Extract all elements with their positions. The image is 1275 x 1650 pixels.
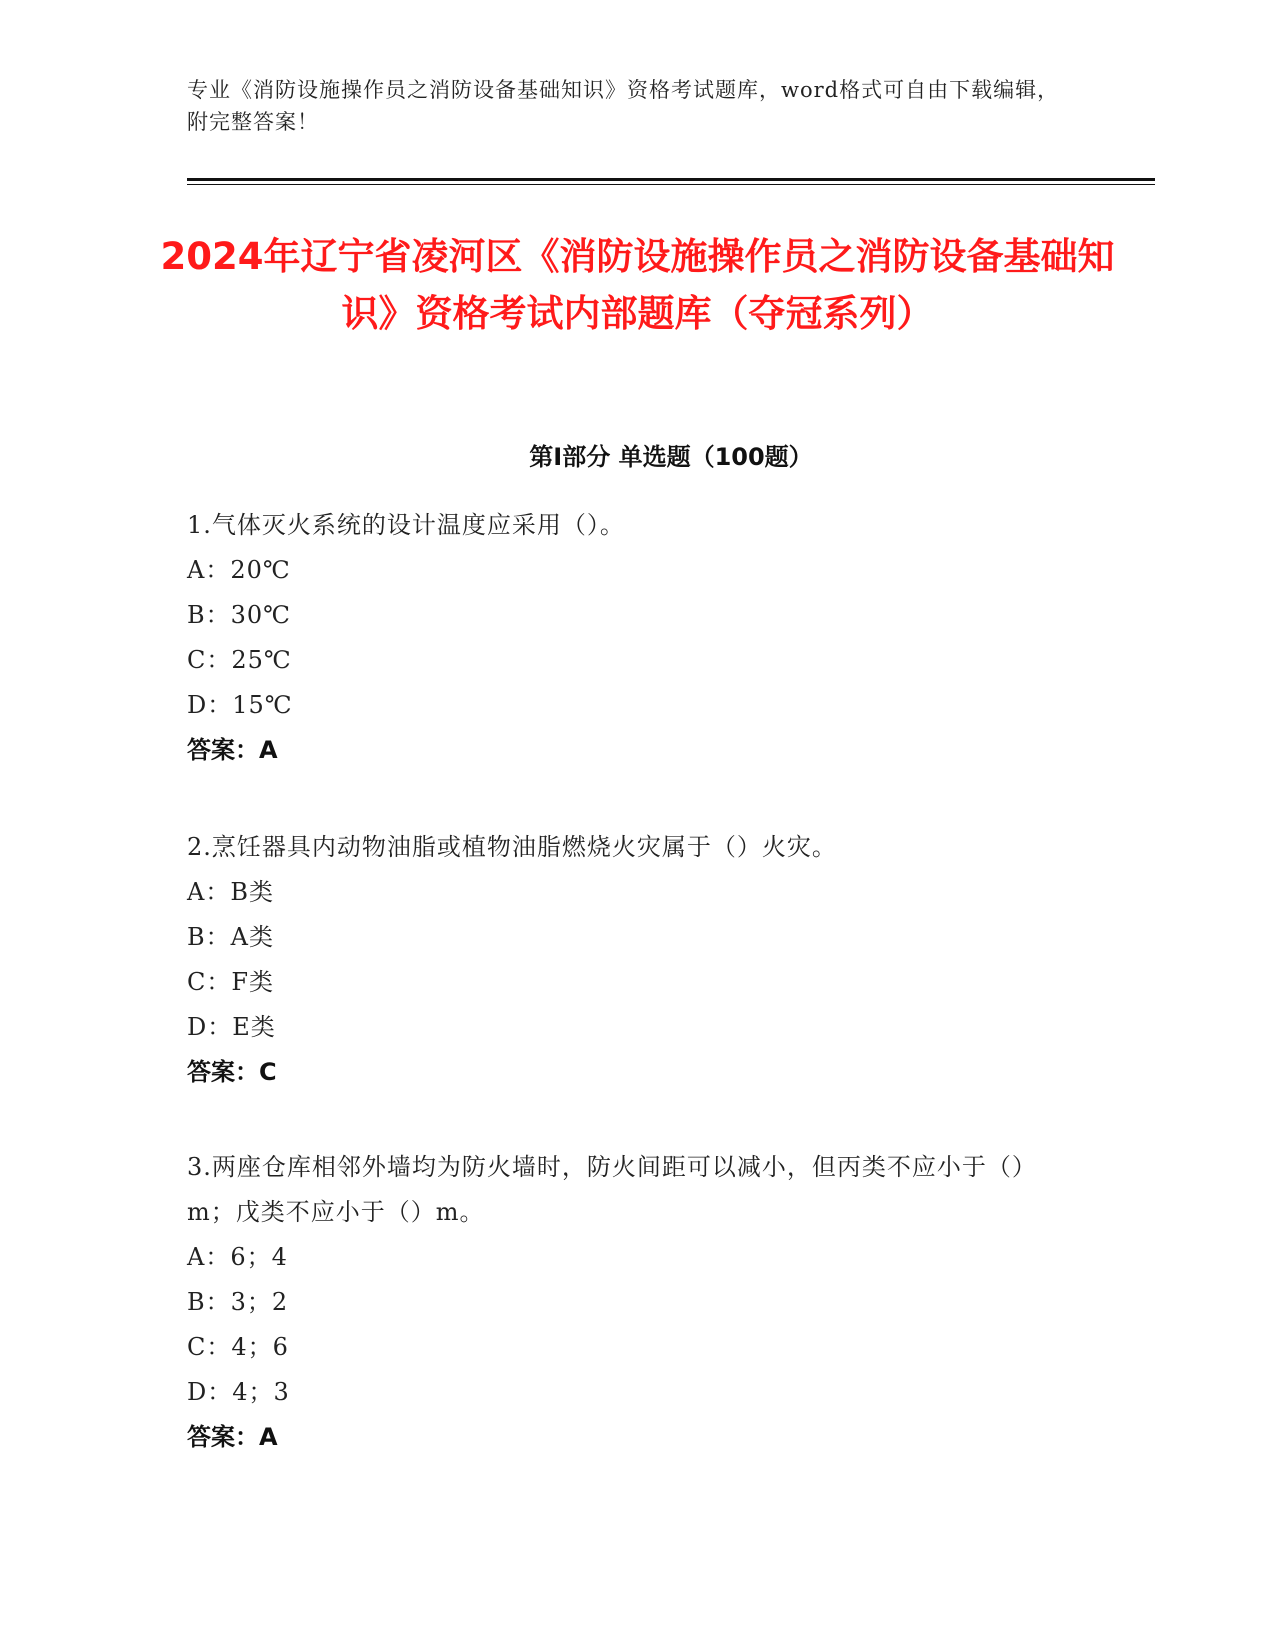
header-rule-thin [187, 184, 1155, 185]
option-c: C：4；6 [187, 1333, 289, 1361]
answer: 答案：A [187, 736, 278, 764]
option-b: B：3；2 [187, 1288, 289, 1316]
option-d: D：E类 [187, 1013, 276, 1041]
option-b: B：A类 [187, 923, 274, 951]
option-a: A：20℃ [187, 556, 291, 584]
header-note: 专业《消防设施操作员之消防设备基础知识》资格考试题库，word格式可自由下载编辑，附完整答案！ [187, 78, 1060, 134]
option-d: D：4；3 [187, 1378, 290, 1406]
option-d: D：15℃ [187, 691, 293, 719]
section-heading: 第Ⅰ部分 单选题（100题） [529, 443, 813, 471]
question-2 [187, 825, 1067, 1095]
question-stem: 1.气体灭火系统的设计温度应采用（）。 [187, 511, 625, 539]
question-stem: 2.烹饪器具内动物油脂或植物油脂燃烧火灾属于（）火灾。 [187, 833, 837, 861]
option-c: C：25℃ [187, 646, 292, 674]
question-1 [187, 503, 1067, 773]
option-a: A：B类 [187, 878, 274, 906]
answer: 答案：A [187, 1423, 278, 1451]
option-c: C：F类 [187, 968, 275, 996]
document-title: 2024年辽宁省凌河区《消防设施操作员之消防设备基础知识》资格考试内部题库（夺冠系列） [160, 235, 1115, 335]
question-3 [187, 1145, 1067, 1460]
answer: 答案：C [187, 1058, 277, 1086]
header-rule-thick [187, 178, 1155, 181]
option-a: A：6；4 [187, 1243, 288, 1271]
option-b: B：30℃ [187, 601, 292, 629]
question-stem: 3.两座仓库相邻外墙均为防火墙时，防火间距可以减小，但丙类不应小于（）m；戊类不应小于（）m。 [187, 1153, 1037, 1226]
